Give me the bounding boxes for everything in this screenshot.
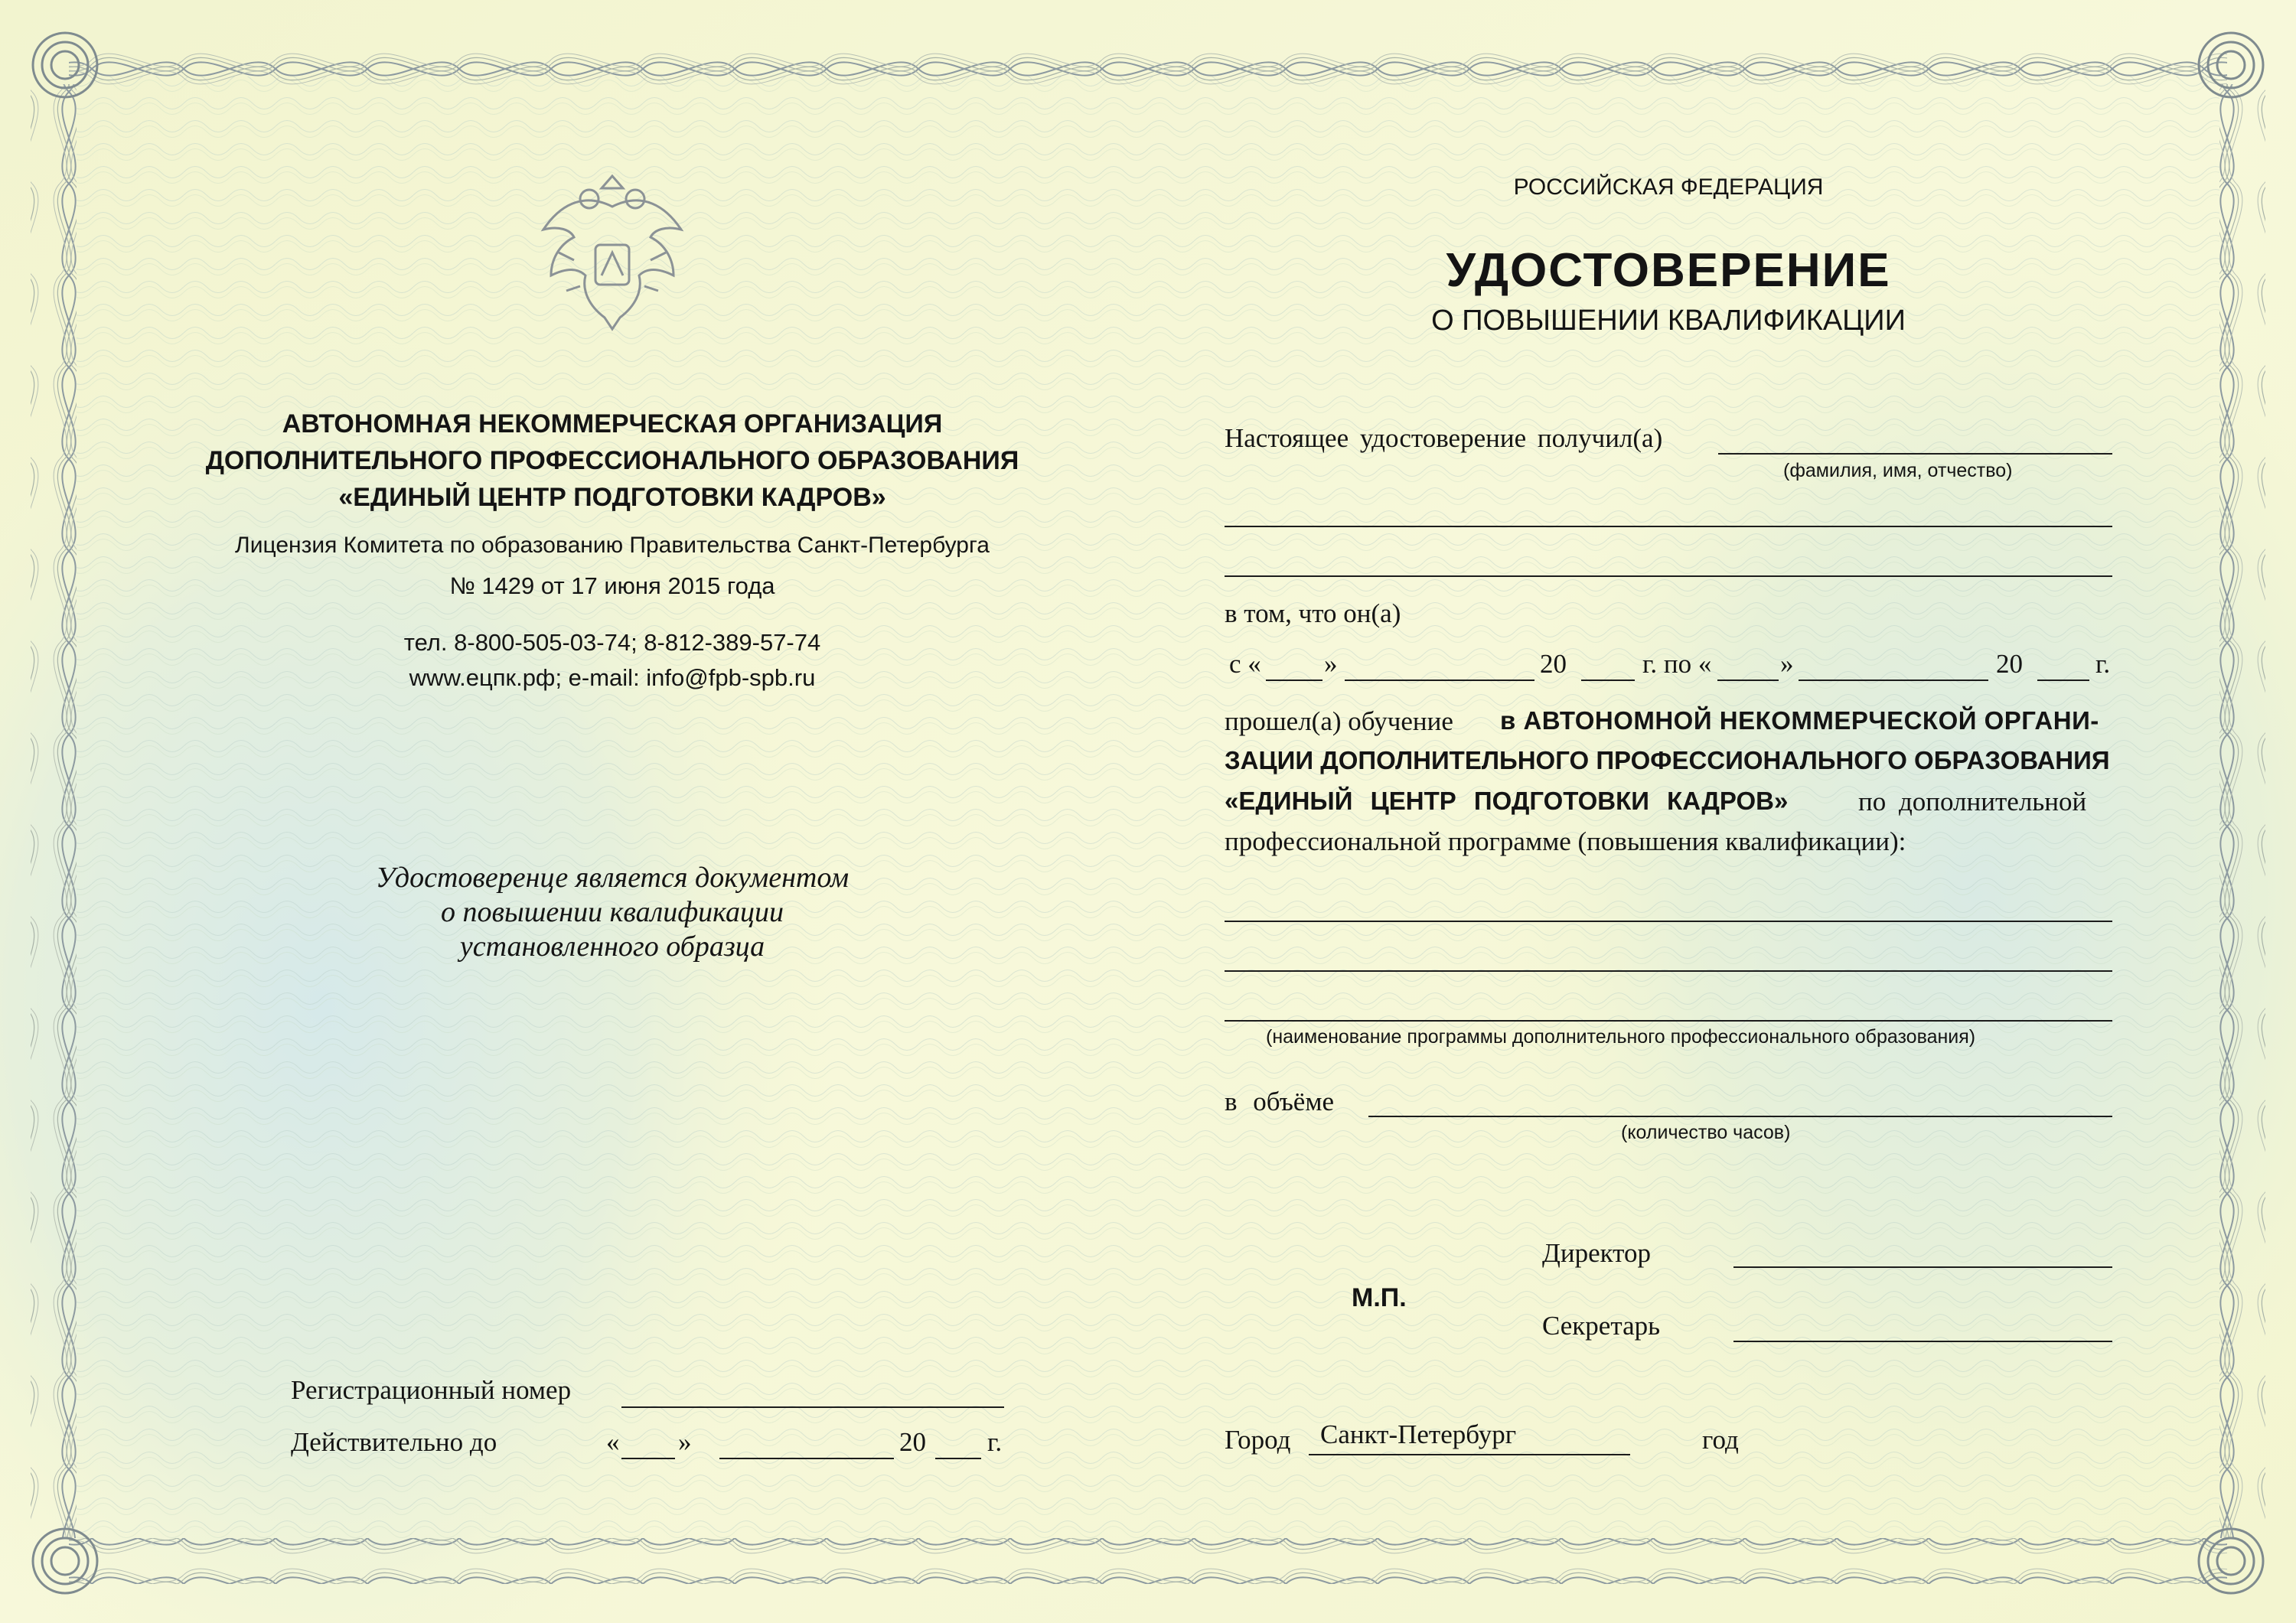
- period-to-label: г. по «: [1642, 649, 1712, 679]
- valid-until-month-field: [719, 1458, 894, 1459]
- training-text-part1: прошел(а) обучение: [1225, 706, 1453, 736]
- in-that-label: в том, что он(а): [1225, 598, 1401, 628]
- certificate-title: УДОСТОВЕРЕНИЕ: [1446, 244, 1891, 297]
- received-label: Настоящее удостоверение получил(а): [1225, 423, 1663, 453]
- period-to-month-field: [1799, 680, 1988, 681]
- secretary-signature-field: [1733, 1341, 2112, 1342]
- org-name-line1: АВТОНОМНАЯ НЕКОММЕРЧЕСКАЯ ОРГАНИЗАЦИЯ: [282, 409, 943, 438]
- city-value: Санкт-Петербург: [1320, 1419, 1517, 1449]
- training-org-line3: «ЕДИНЫЙ ЦЕНТР ПОДГОТОВКИ КАДРОВ»: [1225, 787, 1789, 815]
- license-line2: № 1429 от 17 июня 2015 года: [449, 572, 775, 599]
- director-signature-field: [1733, 1266, 2112, 1268]
- period-to-day-field: [1717, 680, 1779, 681]
- director-label: Директор: [1542, 1238, 1652, 1268]
- period-from-day-field: [1266, 680, 1322, 681]
- city-field: [1309, 1454, 1630, 1455]
- period-to-year-field: [2037, 680, 2089, 681]
- period-from-year-field: [1581, 680, 1635, 681]
- fio-caption: (фамилия, имя, отчество): [1783, 460, 2013, 481]
- training-org-line2: ЗАЦИИ ДОПОЛНИТЕЛЬНОГО ПРОФЕССИОНАЛЬНОГО ОБРАЗОВАНИЯ: [1225, 746, 2110, 774]
- valid-until-close-quote: »: [678, 1427, 692, 1457]
- training-org-line1: в АВТОНОМНОЙ НЕКОММЕРЧЕСКОЙ ОРГАНИ-: [1500, 706, 2099, 735]
- period-to-year-suffix: г.: [2095, 649, 2111, 679]
- recipient-name-field-3: [1225, 575, 2112, 577]
- period-from-close: »: [1324, 649, 1338, 679]
- year-label: год: [1702, 1425, 1739, 1455]
- period-from-open: с «: [1229, 649, 1261, 679]
- program-name-field-3: [1225, 1020, 2112, 1022]
- document-note-line2: о повышении квалификации: [440, 896, 784, 928]
- period-to-close: »: [1780, 649, 1794, 679]
- country-name: РОССИЙСКАЯ ФЕДЕРАЦИЯ: [1513, 174, 1824, 200]
- volume-label: в объёме: [1225, 1087, 1335, 1116]
- recipient-name-field-2: [1225, 526, 2112, 527]
- license-line1: Лицензия Комитета по образованию Правительства Санкт-Петербурга: [235, 533, 990, 558]
- contact-phone: тел. 8-800-505-03-74; 8-812-389-57-74: [403, 629, 821, 656]
- registration-number-label: Регистрационный номер: [291, 1375, 572, 1405]
- valid-until-day-field: [621, 1458, 675, 1459]
- document-note-line3: установленного образца: [459, 930, 765, 963]
- valid-until-open-quote: «: [606, 1427, 620, 1457]
- org-name-line2: ДОПОЛНИТЕЛЬНОГО ПРОФЕССИОНАЛЬНОГО ОБРАЗОВАНИЯ: [205, 446, 1019, 475]
- period-from-year-prefix: 20: [1540, 649, 1567, 679]
- stamp-place-label: М.П.: [1352, 1283, 1407, 1312]
- training-program-line: профессиональной программе (повышения квалификации):: [1225, 826, 1906, 856]
- certificate-subtitle: О ПОВЫШЕНИИ КВАЛИФИКАЦИИ: [1431, 305, 1906, 337]
- valid-until-year-field: [935, 1458, 981, 1459]
- recipient-name-field-1: [1718, 453, 2112, 455]
- period-from-month-field: [1345, 680, 1534, 681]
- registration-number-field: [621, 1406, 1004, 1408]
- org-name-line3: «ЕДИНЫЙ ЦЕНТР ПОДГОТОВКИ КАДРОВ»: [338, 483, 886, 512]
- program-name-caption: (наименование программы дополнительного профессионального образования): [1266, 1026, 1976, 1048]
- valid-until-year-prefix: 20: [899, 1427, 926, 1457]
- document-note-line1: Удостоверенце является документом: [375, 862, 850, 894]
- hours-field: [1368, 1116, 2112, 1117]
- valid-until-year-suffix: г.: [987, 1427, 1003, 1457]
- valid-until-label: Действительно до: [291, 1427, 497, 1457]
- program-name-field-2: [1225, 970, 2112, 972]
- hours-caption: (количество часов): [1621, 1122, 1791, 1143]
- secretary-label: Секретарь: [1542, 1311, 1661, 1341]
- program-name-field-1: [1225, 921, 2112, 922]
- city-label: Город: [1225, 1425, 1291, 1455]
- training-text-part2: по дополнительной: [1858, 787, 2087, 816]
- period-to-year-prefix: 20: [1996, 649, 2023, 679]
- contact-web-email: www.ецпк.рф; e-mail: info@fpb-spb.ru: [409, 664, 816, 691]
- coat-of-arms-emblem: [528, 161, 696, 337]
